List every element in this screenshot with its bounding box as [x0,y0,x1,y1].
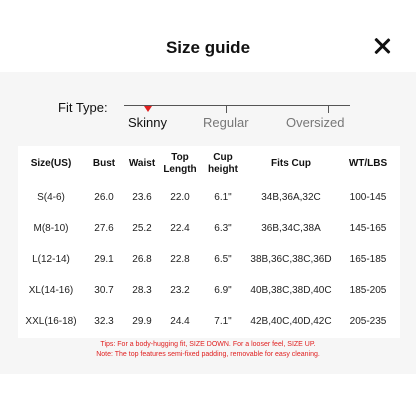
table-cell: S(4-6) [37,192,65,203]
column-header: Size(US) [30,158,72,169]
table-cell: 38B,36C,38C,36D [250,254,332,265]
column-header: Bust [92,158,116,169]
table-cell: 25.2 [132,223,152,234]
table-cell: XL(14-16) [28,285,74,296]
table-cell: 29.9 [132,316,152,327]
table-cell: 29.1 [94,254,114,265]
table-cell: 23.2 [170,285,190,296]
table-row [18,182,400,213]
table-cell: 36B,34C,38A [261,223,321,234]
table-cell: 185-205 [349,285,387,296]
table-cell: 28.3 [132,285,152,296]
table-cell: 165-185 [349,254,387,265]
table-cell: 145-165 [349,223,387,234]
fit-type-slider-track [124,105,350,106]
table-row [18,213,400,244]
table-cell: 6.9" [214,285,232,296]
page-title: Size guide [165,38,251,57]
table-cell: 34B,36A,32C [261,192,321,203]
table-row [18,275,400,306]
table-cell: XXL(16-18) [25,316,77,327]
table-header-row [18,146,400,182]
table-cell: 6.3" [214,223,232,234]
table-cell: 22.8 [170,254,190,265]
table-row [18,244,400,275]
close-icon[interactable] [374,38,390,54]
fit-option-regular[interactable]: Regular [203,115,249,130]
fit-type-tick-regular [226,105,227,113]
column-header: Waist [128,158,156,169]
table-cell: 22.0 [170,192,190,203]
table-cell: 205-235 [349,316,387,327]
size-table-card [18,146,400,338]
size-table [18,146,400,337]
table-cell: 23.6 [132,192,152,203]
table-cell: 42B,40C,40D,42C [250,316,332,327]
note-text: Note: The top features semi-fixed padding, removable for easy cleaning. [96,351,320,358]
table-cell: 6.1" [214,192,232,203]
table-row [18,306,400,337]
table-cell: 22.4 [170,223,190,234]
table-cell: 27.6 [94,223,114,234]
table-cell: 26.0 [94,192,114,203]
table-cell: 24.4 [170,316,190,327]
fit-type-marker-icon [144,106,152,112]
table-cell: 7.1" [214,316,232,327]
column-header: Cup height [208,152,238,175]
column-header: Fits Cup [271,158,311,169]
table-cell: 32.3 [94,316,114,327]
tips-text: Tips: For a body-hugging fit, SIZE DOWN. For a looser feel, SIZE UP. [100,341,316,348]
table-cell: L(12-14) [32,254,70,265]
fit-notes [0,340,416,360]
column-header: Top Length [163,152,197,175]
fit-option-oversized[interactable]: Oversized [286,115,345,130]
table-cell: 100-145 [349,192,387,203]
modal-header [0,0,416,72]
table-cell: 30.7 [94,285,114,296]
fit-type-tick-oversized [328,105,329,113]
fit-type-label: Fit Type: [58,100,108,115]
fit-option-skinny[interactable]: Skinny [128,115,168,130]
table-cell: M(8-10) [33,223,69,234]
table-cell: 40B,38C,38D,40C [250,285,332,296]
column-header: WT/LBS [348,158,388,169]
table-cell: 26.8 [132,254,152,265]
table-cell: 6.5" [214,254,232,265]
